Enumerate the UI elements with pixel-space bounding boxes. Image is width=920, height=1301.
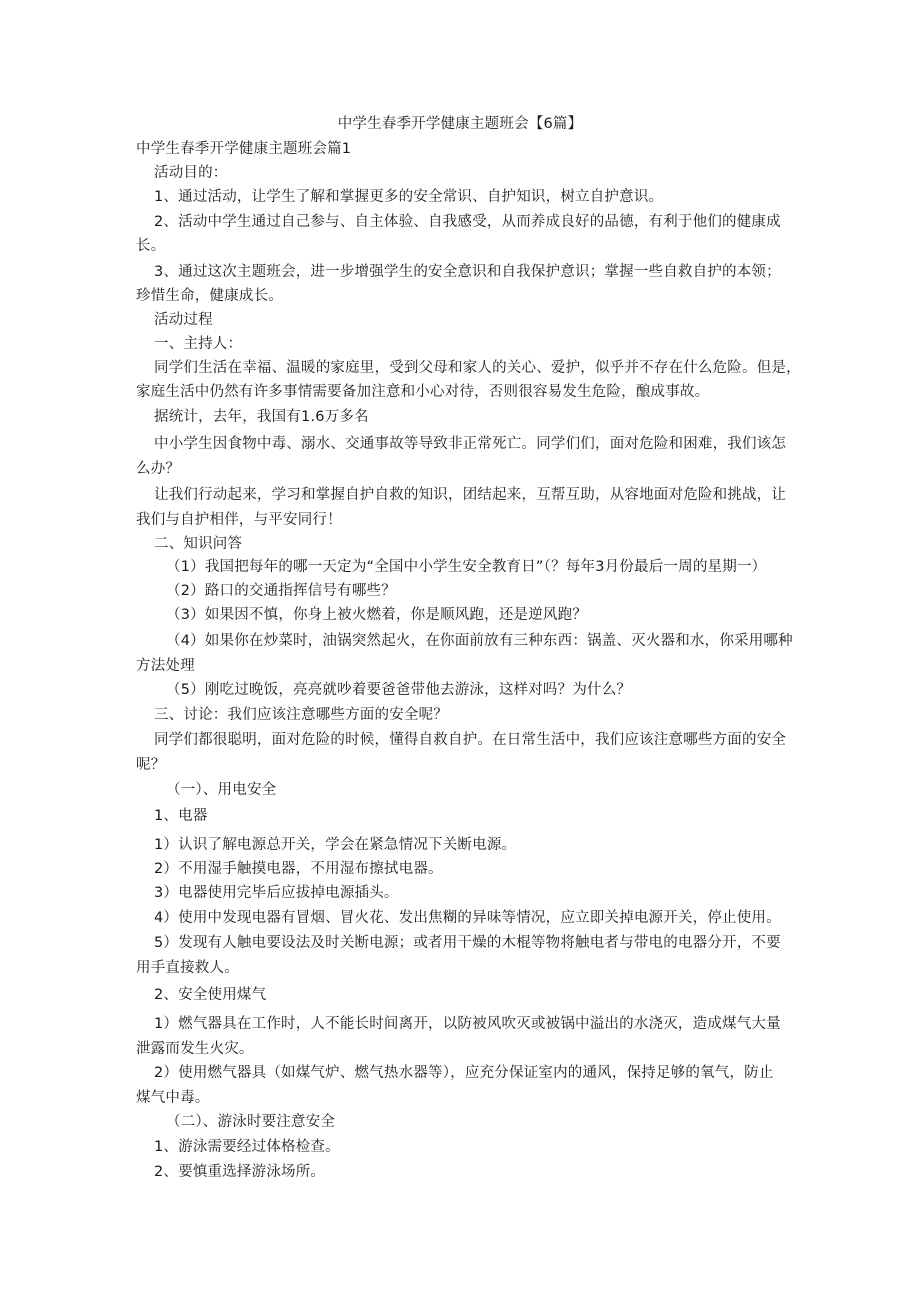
list-item: 1）燃气器具在工作时，人不能长时间离开，以防被风吹灭或被锅中溢出的水浇灭，造成煤气大量 [154,1016,781,1032]
quiz-item: （5）刚吃过晚饭，亮亮就吵着要爸爸带他去游泳，这样对吗？为什么？ [166,682,632,698]
document-title: 中学生春季开学健康主题班会【6篇】 [337,116,583,132]
text-line: 据统计，去年，我国有1.6万多名 [154,409,369,425]
quiz-item: （2）路口的交通指挥信号有哪些？ [166,583,396,599]
text-line: 让我们行动起来，学习和掌握自护自救的知识，团结起来，互帮互助，从容地面对危险和挑战，让 [154,487,787,503]
list-item: 3）电器使用完毕后应拔掉电源插头。 [154,885,399,901]
section-heading: 二、知识问答 [154,536,243,552]
subsection-heading: 2、安全使用煤气 [154,987,267,1003]
section-heading: 三、讨论：我们应该注意哪些方面的安全呢？ [154,707,448,723]
text-line: 珍惜生命，健康成长。 [136,288,283,304]
subsection-heading: （一）、用电安全 [166,782,277,798]
text-line: 3、通过这次主题班会，进一步增强学生的安全意识和自我保护意识；掌握一些自救自护的本领； [154,264,781,280]
text-line: 同学们生活在幸福、温暖的家庭里，受到父母和家人的关心、爱护，似乎并不存在什么危险。但是， [154,360,801,376]
list-item: 1、游泳需要经过体格检查。 [154,1139,340,1155]
text-line: 么办？ [136,461,181,477]
text-line: 煤气中毒。 [136,1090,210,1106]
list-item: 2）不用湿手触摸电器，不用湿布擦拭电器。 [154,861,443,877]
quiz-item: （4）如果你在炒菜时，油锅突然起火，在你面前放有三种东西：锅盖、灭火器和水，你采用哪种 [166,633,793,649]
text-line: 家庭生活中仍然有许多事情需要备加注意和小心对待，否则很容易发生危险，酿成事故。 [136,384,710,400]
text-line: 方法处理 [136,658,195,674]
text-line: 用手直接救人。 [136,960,239,976]
section-heading: 一、主持人： [154,336,243,352]
quiz-item: （1）我国把每年的哪一天定为“全国中小学生安全教育日”（？每年3月份最后一周的星期一） [166,559,767,575]
list-item: 5）发现有人触电要设法及时关断电源；或者用干燥的木棍等物将触电者与带电的电器分开，不要 [154,935,781,951]
text-line: 呢？ [136,757,166,773]
text-line: 同学们都很聪明，面对危险的时候，懂得自救自护。在日常生活中，我们应该注意哪些方面的安全 [154,732,787,748]
list-item: 2）使用燃气器具（如煤气炉、燃气热水器等），应充分保证室内的通风，保持足够的氧气，防止 [154,1065,774,1081]
section-heading: 活动过程 [154,312,213,328]
subsection-heading: （二）、游泳时要注意安全 [166,1114,336,1130]
text-line: 1、通过活动，让学生了解和掌握更多的安全常识、自护知识，树立自护意识。 [154,189,664,205]
text-line: 活动目的： [154,165,228,181]
text-line: 中小学生因食物中毒、溺水、交通事故等导致非正常死亡。同学们们，面对危险和困难，我们该怎 [154,436,787,452]
list-item: 4）使用中发现电器有冒烟、冒火花、发出焦糊的异味等情况，应立即关掉电源开关，停止使用。 [154,910,781,926]
text-line: 泄露而发生火灾。 [136,1041,254,1057]
document-subtitle: 中学生春季开学健康主题班会篇1 [136,141,352,157]
quiz-item: （3）如果因不慎，你身上被火燃着，你是顺风跑，还是逆风跑？ [166,607,588,623]
text-line: 长。 [136,238,166,254]
text-line: 我们与自护相伴，与平安同行！ [136,512,342,528]
text-line: 2、活动中学生通过自己参与、自主体验、自我感受，从而养成良好的品德，有利于他们的健康成 [154,214,781,230]
subsection-heading: 1、电器 [154,808,208,824]
list-item: 2、要慎重选择游泳场所。 [154,1164,326,1180]
list-item: 1）认识了解电源总开关，学会在紧急情况下关断电源。 [154,837,517,853]
